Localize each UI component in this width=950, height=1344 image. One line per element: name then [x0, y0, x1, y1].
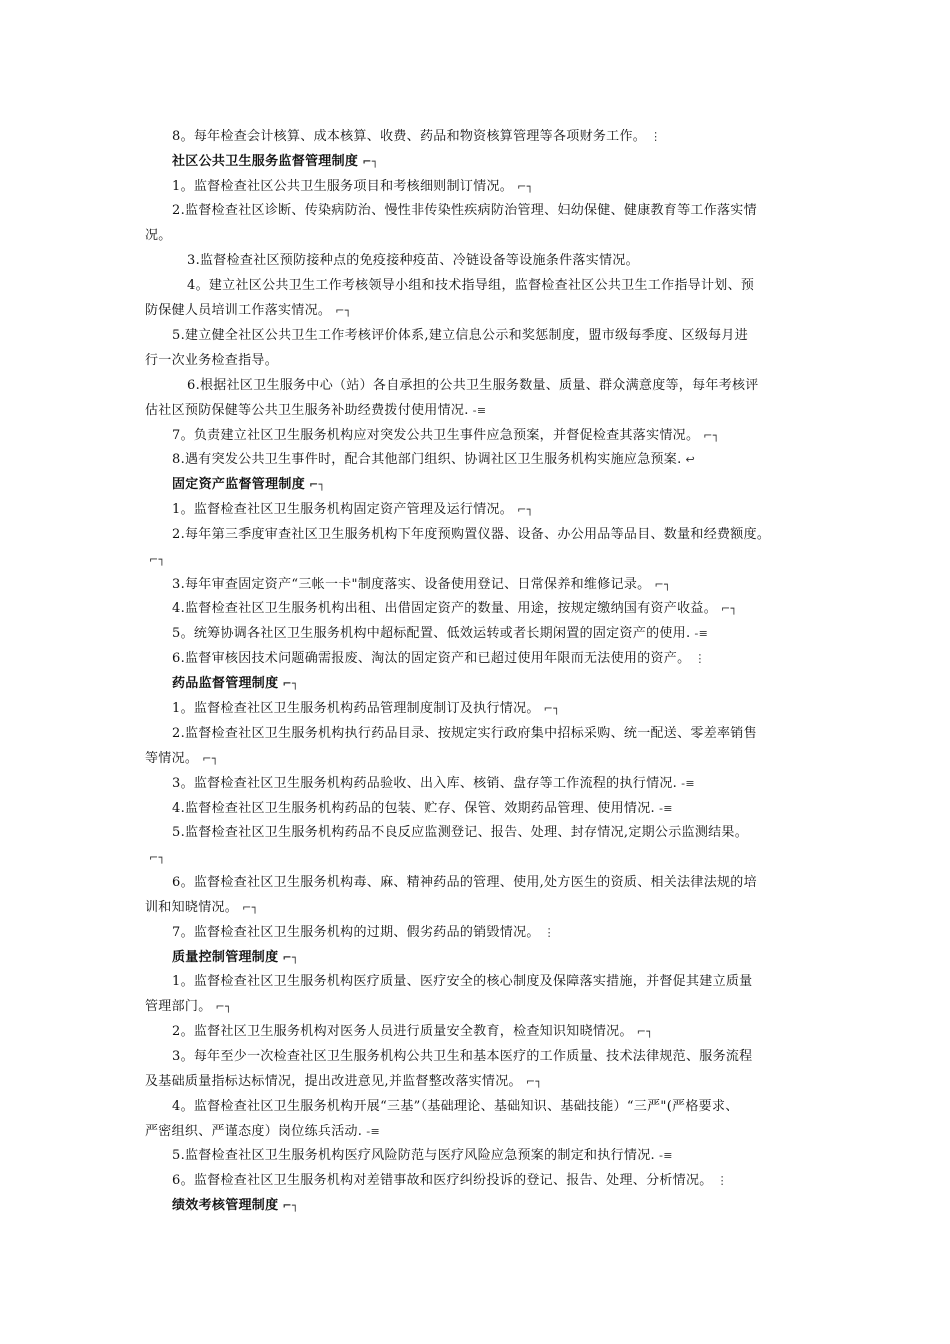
paragraph-line: 7。负责建立社区卫生服务机构应对突发公共卫生事件应急预案，并督促检查其落实情况。 ⌐┐: [172, 428, 720, 443]
paragraph-line: 6。监督检查社区卫生服务机构毒、麻、精神药品的管理、使用,处方医生的资质、相关法律法规的培: [172, 875, 757, 890]
paragraph-mark-icon: ⌐┐: [335, 304, 352, 317]
paragraph-line: 4。监督检查社区卫生服务机构开展“三基”（基础理论、基础知识、基础技能）“三严"(严格要求、: [172, 1099, 739, 1114]
paragraph-line: 训和知晓情况。 ⌐┐: [145, 900, 259, 915]
paragraph-mark-icon: ⌐┐: [525, 1075, 543, 1088]
paragraph-line: [145, 552, 825, 568]
paragraph-line: 6。监督检查社区卫生服务机构对差错事故和医疗纠纷投诉的登记、报告、处理、分析情况。 ⋮: [172, 1173, 728, 1188]
paragraph-mark-icon: ⌐┐: [721, 602, 738, 615]
paragraph-line: 4.监督检查社区卫生服务机构出租、出借固定资产的数量、用途，按规定缴纳国有资产收益。 ⌐┐: [172, 601, 738, 616]
paragraph-line: 5。统筹协调各社区卫生服务机构中超标配置、低效运转或者长期闲置的固定资产的使用. -≡: [172, 626, 709, 641]
paragraph-line: 3.每年审查固定资产“三帐一卡"制度落实、设备使用登记、日常保养和维修记录。 ⌐┐: [172, 577, 671, 592]
paragraph-line: 8.遇有突发公共卫生事件时，配合其他部门组织、协调社区卫生服务机构实施应急预案. ↩: [172, 452, 696, 467]
paragraph-mark-icon: ⋮: [694, 652, 706, 665]
paragraph-line: 行一次业务检查指导。: [145, 353, 279, 368]
paragraph-line: 严密组织、严谨态度）岗位练兵活动. -≡: [145, 1124, 381, 1139]
paragraph-line: 7。监督检查社区卫生服务机构的过期、假劣药品的销毁情况。 ⋮: [172, 925, 555, 940]
paragraph-line: [145, 850, 825, 866]
paragraph-mark-icon: ⌐┐: [215, 1000, 232, 1013]
paragraph-mark-icon: ⌐┐: [149, 851, 166, 864]
paragraph-mark-icon: ⋮: [543, 926, 555, 939]
paragraph-mark-icon: ⌐┐: [282, 677, 299, 690]
paragraph-mark-icon: ⌐┐: [309, 478, 326, 491]
paragraph-line: 5.建立健全社区公共卫生工作考核评价体系,建立信息公示和奖惩制度，盟市级每季度、区级每月进: [172, 328, 749, 343]
paragraph-line: 1。监督检查社区卫生服务机构医疗质量、医疗安全的核心制度及保障落实措施，并督促其建立质量: [172, 974, 753, 989]
paragraph-line: 8。每年检查会计核算、成本核算、收费、药品和物资核算管理等各项财务工作。 ⋮: [172, 129, 662, 144]
paragraph-line: 4。建立社区公共卫生工作考核领导小组和技术指导组，监督检查社区公共卫生工作指导计划、预: [187, 278, 755, 293]
paragraph-mark-icon: -≡: [658, 1149, 673, 1162]
paragraph-mark-icon: -≡: [472, 404, 487, 417]
paragraph-line: 1。监督检查社区卫生服务机构固定资产管理及运行情况。 ⌐┐: [172, 502, 534, 517]
paragraph-line: 1。监督检查社区卫生服务机构药品管理制度制订及执行情况。 ⌐┐: [172, 701, 561, 716]
paragraph-mark-icon: -≡: [694, 627, 709, 640]
paragraph-line: 及基础质量指标达标情况，提出改进意见,并监督整改落实情况。 ⌐┐: [145, 1074, 543, 1089]
paragraph-line: 估社区预防保健等公共卫生服务补助经费拨付使用情况. -≡: [145, 403, 487, 418]
paragraph-line: 1。监督检查社区公共卫生服务项目和考核细则制订情况。 ⌐┐: [172, 179, 534, 194]
paragraph-mark-icon: ⋮: [716, 1174, 728, 1187]
paragraph-line: 况。: [145, 228, 172, 243]
paragraph-mark-icon: ⌐┐: [149, 553, 166, 566]
paragraph-line: 2.监督检查社区卫生服务机构执行药品目录、按规定实行政府集中招标采购、统一配送、零差率销售: [172, 726, 757, 741]
paragraph-line: 4.监督检查社区卫生服务机构药品的包装、贮存、保管、效期药品管理、使用情况. -≡: [172, 801, 673, 816]
paragraph-line: 5.监督检查社区卫生服务机构医疗风险防范与医疗风险应急预案的制定和执行情况. -≡: [172, 1148, 673, 1163]
paragraph-line: 管理部门。 ⌐┐: [145, 999, 232, 1014]
section-heading: 药品监督管理制度 ⌐┐: [172, 676, 299, 691]
paragraph-line: 2.每年第三季度审查社区卫生服务机构下年度预购置仪器、设备、办公用品等品目、数量和经费额度。: [172, 527, 771, 542]
paragraph-mark-icon: ⌐┐: [543, 702, 561, 715]
paragraph-mark-icon: ⌐┐: [517, 503, 534, 516]
paragraph-mark-icon: ⌐┐: [282, 951, 299, 964]
paragraph-mark-icon: -≡: [366, 1125, 381, 1138]
paragraph-line: 3。每年至少一次检查社区卫生服务机构公共卫生和基本医疗的工作质量、技术法律规范、服务流程: [172, 1049, 753, 1064]
paragraph-mark-icon: ⌐┐: [636, 1025, 654, 1038]
paragraph-line: 6.监督审核因技术问题确需报废、淘汰的固定资产和已超过使用年限而无法使用的资产。 ⋮: [172, 651, 706, 666]
section-heading: 质量控制管理制度 ⌐┐: [172, 950, 299, 965]
paragraph-mark-icon: ⌐┐: [703, 429, 720, 442]
section-heading: 固定资产监督管理制度 ⌐┐: [172, 477, 326, 492]
paragraph-mark-icon: ↩: [685, 453, 696, 466]
paragraph-mark-icon: -≡: [658, 802, 673, 815]
paragraph-mark-icon: ⌐┐: [654, 578, 671, 591]
paragraph-line: 6.根据社区卫生服务中心（站）各自承担的公共卫生服务数量、质量、群众满意度等，每年考核评: [187, 378, 759, 393]
paragraph-line: 2。监督社区卫生服务机构对医务人员进行质量安全教育，检查知识知晓情况。 ⌐┐: [172, 1024, 654, 1039]
paragraph-mark-icon: ⌐┐: [282, 1199, 299, 1212]
paragraph-line: 2.监督检查社区诊断、传染病防治、慢性非传染性疾病防治管理、妇幼保健、健康教育等工作落实情: [172, 203, 757, 218]
paragraph-mark-icon: -≡: [681, 777, 695, 790]
paragraph-mark-icon: ⌐┐: [202, 752, 219, 765]
paragraph-mark-icon: ⋮: [650, 130, 662, 143]
paragraph-line: 3。监督检查社区卫生服务机构药品验收、出入库、核销、盘存等工作流程的执行情况. -≡: [172, 776, 695, 791]
paragraph-mark-icon: ⌐┐: [362, 155, 379, 168]
section-heading: 社区公共卫生服务监督管理制度 ⌐┐: [172, 154, 379, 169]
paragraph-mark-icon: ⌐┐: [242, 901, 259, 914]
paragraph-line: 5.监督检查社区卫生服务机构药品不良反应监测登记、报告、处理、封存情况,定期公示监测结果。: [172, 825, 749, 840]
paragraph-mark-icon: ⌐┐: [517, 180, 534, 193]
paragraph-line: 3.监督检查社区预防接种点的免疫接种疫苗、冷链设备等设施条件落实情况。: [187, 253, 639, 268]
paragraph-line: 防保健人员培训工作落实情况。 ⌐┐: [145, 303, 352, 318]
paragraph-line: 等情况。 ⌐┐: [145, 751, 219, 766]
section-heading: 绩效考核管理制度 ⌐┐: [172, 1198, 299, 1213]
